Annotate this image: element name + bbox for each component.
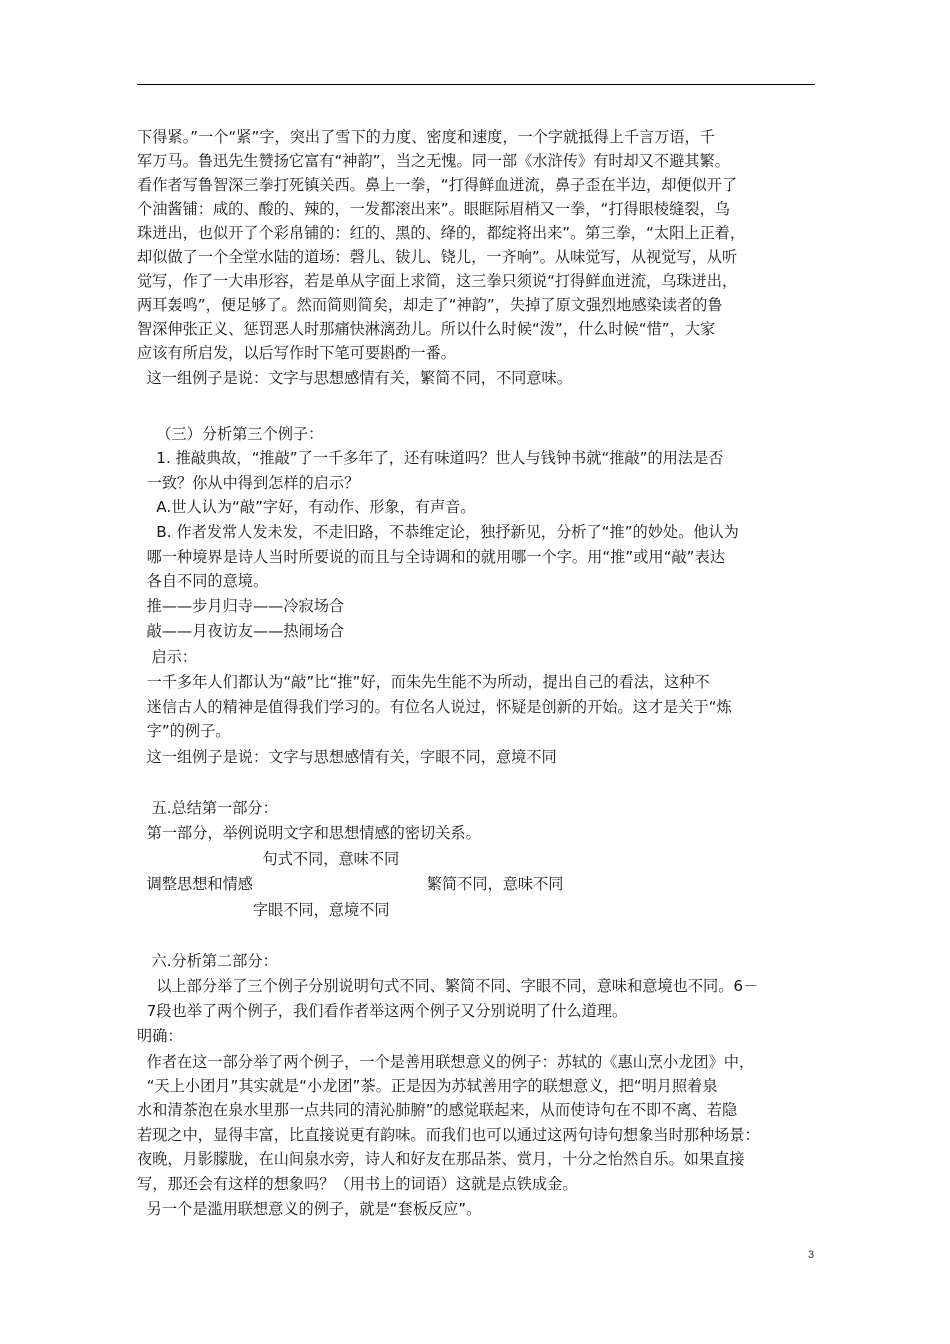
text-line: 珠迸出，也似开了个彩帛铺的：红的、黑的、绛的，都绽将出来”。第三拳，“太阳上正着， <box>137 224 746 242</box>
text-line: 这一组例子是说：文字与思想感情有关，繁简不同，不同意味。 <box>137 369 572 387</box>
text-line: 夜晚，月影朦胧，在山间泉水旁，诗人和好友在那品茶、赏月，十分之怡然自乐。如果直接 <box>137 1150 745 1168</box>
text-line: 应该有所启发，以后写作时下笔可要斟酌一番。 <box>137 344 456 362</box>
text-line: A.世人认为“敲”字好，有动作、形象，有声音。 <box>137 498 476 516</box>
text-line: 调整思想和情感 繁简不同，意味不同 <box>137 875 564 893</box>
text-line: 看作者写鲁智深三拳打死镇关西。鼻上一拳，“打得鲜血迸流，鼻子歪在半边，却便似开了 <box>137 176 738 194</box>
text-line: 一致？你从中得到怎样的启示？ <box>137 474 360 492</box>
text-line: 推——步月归寺——冷寂场合 <box>137 597 345 615</box>
text-line: 个油酱铺：咸的、酸的、辣的，一发都滚出来”。眼眶际眉梢又一拳，“打得眼棱缝裂，乌 <box>137 200 730 218</box>
text-line: 这一组例子是说：文字与思想感情有关，字眼不同，意境不同 <box>137 748 557 766</box>
text-line: 哪一种境界是诗人当时所要说的而且与全诗调和的就用哪一个字。用“推”或用“敲”表达 <box>137 548 725 566</box>
page-number: 3 <box>808 1249 815 1261</box>
text-line: 各自不同的意境。 <box>137 572 269 590</box>
text-line: 字眼不同，意境不同 <box>137 901 390 919</box>
text-line: 智深伸张正义、惩罚恶人时那痛快淋漓劲儿。所以什么时候“泼”，什么时候“惜”，大家 <box>137 320 716 338</box>
text-line: （三）分析第三个例子： <box>137 425 324 443</box>
text-line: 军万马。鲁迅先生赞扬它富有“神韵”，当之无愧。同一部《水浒传》有时却又不避其繁。 <box>137 152 730 170</box>
text-line: 下得紧。”一个“紧”字，突出了雪下的力度、密度和速度，一个字就抵得上千言万语，千 <box>137 128 715 146</box>
text-line: 作者在这一部分举了两个例子，一个是善用联想意义的例子：苏轼的《惠山烹小龙团》中， <box>137 1053 755 1071</box>
text-line: 字”的例子。 <box>137 722 231 740</box>
text-line: 明确： <box>137 1027 183 1045</box>
text-line: “天上小团月”其实就是“小龙团”茶。正是因为苏轼善用字的联想意义，把“明月照着泉 <box>137 1077 718 1095</box>
text-line: B. 作者发常人发未发，不走旧路，不恭维定论，独抒新见，分析了“推”的妙处。他认为 <box>137 523 739 541</box>
text-line: 以上部分举了三个例子分别说明句式不同、繁简不同、字眼不同，意味和意境也不同。6－ <box>137 977 759 995</box>
text-line: 一千多年人们都认为“敲”比“推”好，而朱先生能不为所动，提出自己的看法，这种不 <box>137 673 710 691</box>
text-line: 启示： <box>137 648 198 666</box>
header-rule <box>137 84 815 85</box>
text-line: 两耳轰鸣”，便足够了。然而简则简矣，却走了“神韵”，失掉了原文强烈地感染读者的鲁 <box>137 296 723 314</box>
text-line: 却似做了一个全堂水陆的道场：磬儿、钹儿、铙儿，一齐响”。从味觉写，从视觉写，从听 <box>137 248 738 266</box>
text-line: 敲——月夜访友——热闹场合 <box>137 622 345 640</box>
text-line: 写，那还会有这样的想象吗？（用书上的词语）这就是点铁成金。 <box>137 1175 578 1193</box>
text-line: 六.分析第二部分： <box>137 952 278 970</box>
text-line: 迷信古人的精神是值得我们学习的。有位名人说过，怀疑是创新的开始。这才是关于“炼 <box>137 698 732 716</box>
text-line: 水和清茶泡在泉水里那一点共同的清沁肺腑”的感觉联起来，从而使诗句在不即不离、若隐 <box>137 1101 738 1119</box>
text-line: 觉写，作了一大串形容，若是单从字面上求简，这三拳只须说“打得鲜血迸流，乌珠迸出， <box>137 272 738 290</box>
text-line: 7段也举了两个例子，我们看作者举这两个例子又分别说明了什么道理。 <box>137 1002 628 1020</box>
text-line: 另一个是滥用联想意义的例子，就是“套板反应”。 <box>137 1200 482 1218</box>
text-line: 若现之中，显得丰富，比直接说更有韵味。而我们也可以通过这两句诗句想象当时那种场景： <box>137 1126 760 1144</box>
text-line: 句式不同，意味不同 <box>137 850 400 868</box>
text-line: 五.总结第一部分： <box>137 799 278 817</box>
text-line: 1. 推敲典故，“推敲”了一千多年了，还有味道吗？世人与钱钟书就“推敲”的用法是否 <box>137 449 724 467</box>
text-line: 第一部分，举例说明文字和思想情感的密切关系。 <box>137 824 481 842</box>
